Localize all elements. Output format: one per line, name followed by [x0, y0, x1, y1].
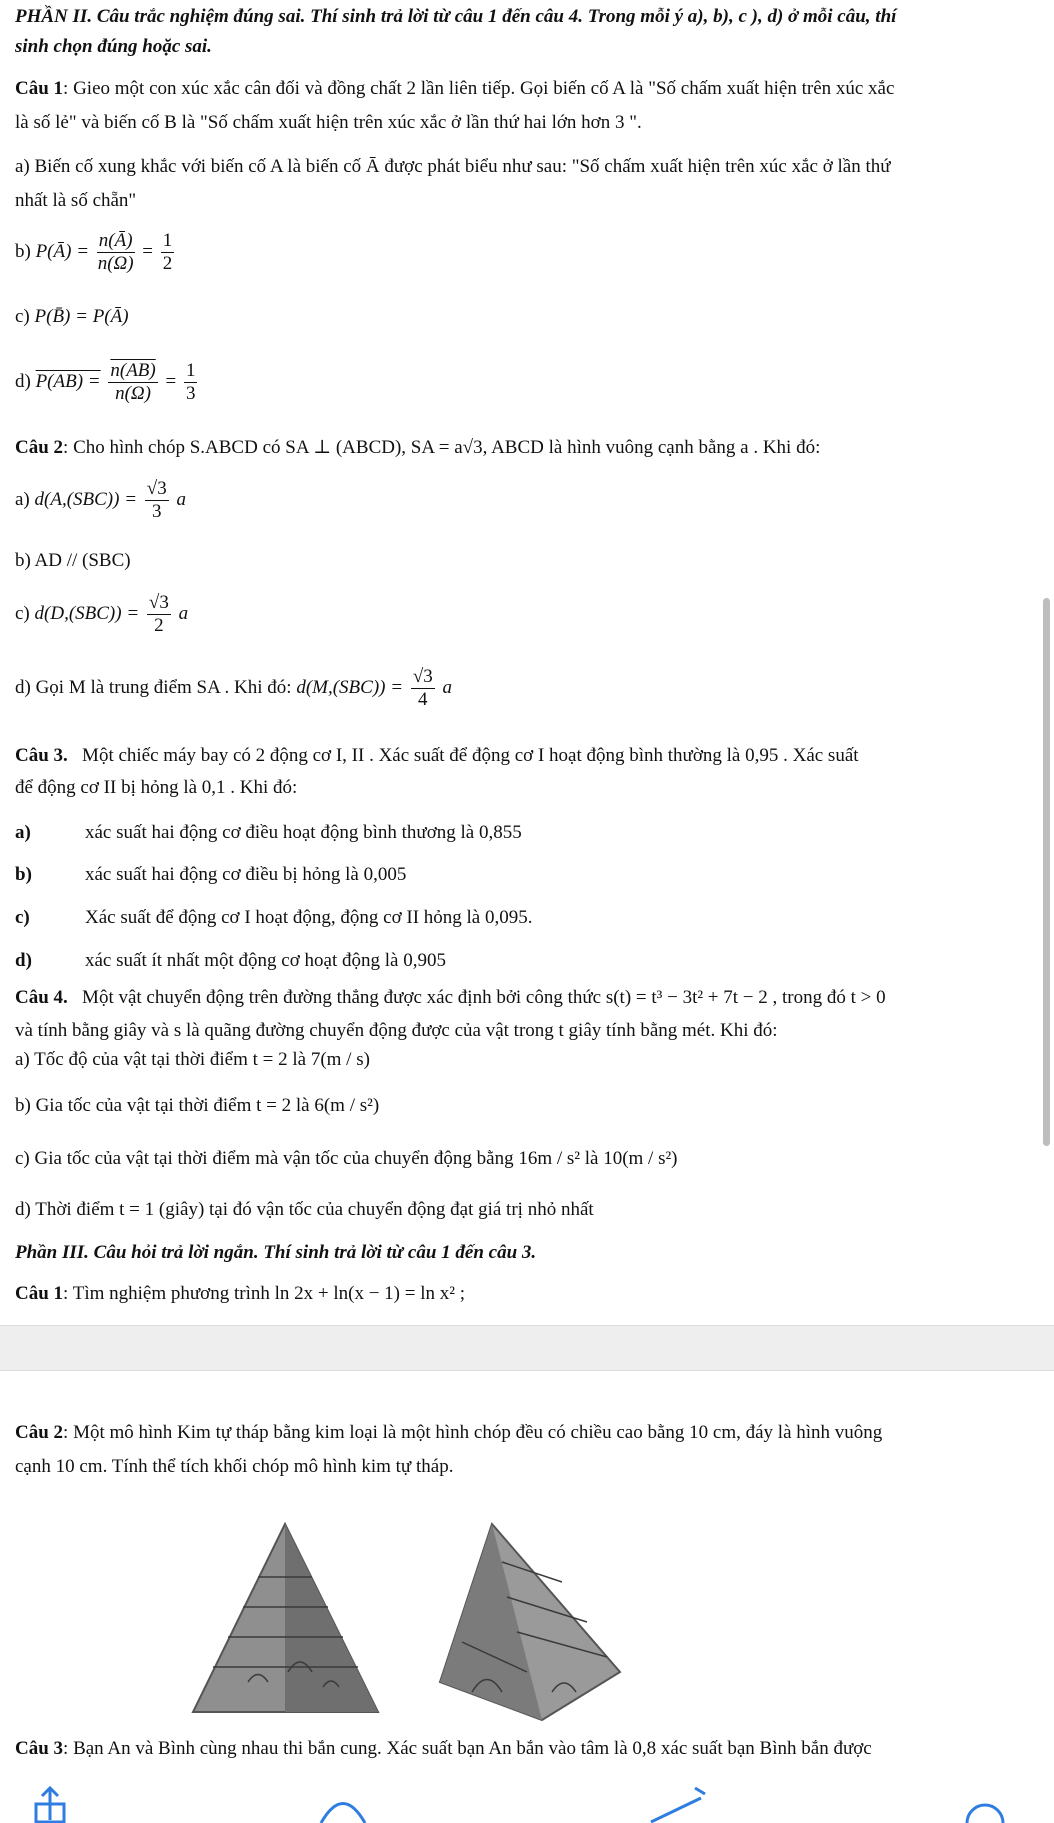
- q2-c-lhs: d(D,(SBC)) =: [34, 602, 140, 624]
- q3-b-key: b): [15, 864, 32, 885]
- q1-b-result: [161, 230, 175, 275]
- q4-text: [15, 987, 886, 1009]
- pen-icon[interactable]: [647, 1784, 707, 1823]
- q4-option-c: c) Gia tốc của vật tại thời điểm mà vận tốc của chuyển động bằng 16m / s² là 10(m / s²): [15, 1148, 678, 1169]
- q1-option-a-cont: nhất là số chẵn": [15, 190, 137, 211]
- q1-b-num: n(Ā): [98, 230, 133, 251]
- q2-a-prefix: a): [15, 488, 30, 510]
- p3-q2: [15, 1422, 882, 1444]
- q2-text: [15, 436, 820, 459]
- q1-d-den: n(Ω): [115, 383, 152, 404]
- q1-b-rden: 2: [162, 253, 173, 274]
- q4-text-body: Một vật chuyển động trên đường thẳng được xác định bởi công thức s(t) = t³ − 3t² + 7t − 2 , trong đó t > 0: [82, 987, 886, 1008]
- p3-q1-label: Câu 1: [15, 1283, 64, 1304]
- q1-d-prefix: d): [15, 370, 31, 392]
- q2-d-text: d) Gọi M là trung điểm SA . Khi đó:: [15, 676, 292, 698]
- q4-option-b: b) Gia tốc của vật tại thời điểm t = 2 là 6(m / s²): [15, 1095, 380, 1116]
- q3-b-text: xác suất hai động cơ điều bị hỏng là 0,005: [85, 864, 407, 885]
- p3-q3-text: : Bạn An và Bình cùng nhau thi bắn cung. Xác suất bạn An bắn vào tâm là 0,8 xác suất bạn Bình bắn được: [63, 1738, 872, 1759]
- p3-q1: [15, 1283, 465, 1305]
- bottom-toolbar: [0, 1776, 1054, 1823]
- q3-c-text: Xác suất để động cơ I hoạt động, động cơ II hỏng là 0,095.: [85, 907, 533, 928]
- q1-b-eq: =: [142, 240, 153, 262]
- q3-text-body: Một chiếc máy bay có 2 động cơ I, II . Xác suất để động cơ I hoạt động bình thường là 0,95 . Xác suất: [82, 745, 859, 766]
- p3-q2-cont: cạnh 10 cm. Tính thể tích khối chóp mô hình kim tự tháp.: [15, 1456, 454, 1477]
- share-icon[interactable]: [30, 1784, 70, 1823]
- q3-option-d: [15, 950, 446, 972]
- q1-c-prefix: c): [15, 306, 30, 327]
- q1-option-a: a) Biến cố xung khắc với biến cố A là biến cố Ā được phát biểu như sau: "Số chấm xuất hiện trên xúc xắc ở lần thứ: [15, 156, 891, 177]
- pyramid-image-left: [188, 1522, 383, 1722]
- q2-a-num: √3: [146, 478, 167, 499]
- q2-c-den: 2: [154, 615, 164, 636]
- p3-q2-text: : Một mô hình Kim tự tháp bằng kim loại là một hình chóp đều có chiều cao bằng 10 cm, đáy là hình vuông: [63, 1422, 883, 1443]
- q4-text2: và tính bằng giây và s là quãng đường chuyển động được của vật trong t giây tính bằng mét. Khi đó:: [15, 1020, 778, 1041]
- q1-b-lhs: P(Ā) =: [35, 240, 90, 262]
- q2-d-tail: a: [442, 676, 452, 698]
- q2-d-den: 4: [418, 689, 428, 710]
- q3-label: Câu 3.: [15, 745, 68, 766]
- q2-a-den: 3: [152, 501, 162, 522]
- q4-label: Câu 4.: [15, 987, 68, 1008]
- q2-option-d: [15, 666, 452, 711]
- pyramid-image-right: [432, 1522, 627, 1722]
- q2-option-c: [15, 592, 188, 637]
- q2-c-fraction: [147, 592, 171, 637]
- q3-option-b: [15, 864, 406, 886]
- q3-a-text: xác suất hai động cơ điều hoạt động bình thương là 0,855: [85, 822, 522, 843]
- q1-b-rnum: 1: [162, 230, 173, 251]
- q1-b-fraction: [97, 230, 135, 275]
- q1-d-result: [184, 360, 198, 405]
- q1-b-prefix: b): [15, 240, 31, 262]
- q3-d-text: xác suất ít nhất một động cơ hoạt động là 0,905: [85, 950, 446, 971]
- q1-d-rnum: 1: [185, 360, 196, 381]
- q3-text: [15, 745, 859, 767]
- part3-header: Phần III. Câu hỏi trả lời ngắn. Thí sinh trả lời từ câu 1 đến câu 3.: [15, 1242, 537, 1263]
- q4-option-d: d) Thời điểm t = 1 (giây) tại đó vận tốc của chuyển động đạt giá trị nhỏ nhất: [15, 1199, 594, 1220]
- q2-c-prefix: c): [15, 602, 30, 624]
- q1-b-den: n(Ω): [97, 253, 134, 274]
- circle-icon[interactable]: [963, 1784, 1007, 1823]
- q1-d-eq: =: [165, 370, 177, 392]
- q1-option-c: [15, 306, 129, 328]
- q1-option-d: [15, 360, 200, 405]
- q3-a-key: a): [15, 822, 31, 843]
- q3-option-c: [15, 907, 533, 929]
- p3-q3-label: Câu 3: [15, 1738, 64, 1759]
- scrollbar[interactable]: [1043, 598, 1050, 1146]
- q3-text2: để động cơ II bị hỏng là 0,1 . Khi đó:: [15, 777, 298, 798]
- q1-d-lhs: P(AB) =: [35, 370, 101, 392]
- q1-text-body: : Gieo một con xúc xắc cân đối và đồng chất 2 lần liên tiếp. Gọi biến cố A là "Số chấm xuất hiện trên xúc xắc: [63, 78, 895, 99]
- q1-text2: là số lẻ" và biến cố B là "Số chấm xuất hiện trên xúc xắc ở lần thứ hai lớn hơn 3 ".: [15, 112, 642, 133]
- q2-text-body: : Cho hình chóp S.ABCD có SA ⊥ (ABCD), SA = a√3, ABCD là hình vuông cạnh bằng a . Khi đó:: [63, 437, 821, 458]
- q2-label: Câu 2: [15, 437, 64, 458]
- q2-d-num: √3: [412, 666, 433, 687]
- p3-q3: [15, 1738, 872, 1760]
- q1-label: Câu 1: [15, 78, 64, 99]
- q2-c-tail: a: [178, 602, 189, 624]
- q1-option-b: [15, 230, 177, 275]
- p3-q2-label: Câu 2: [15, 1422, 64, 1443]
- q2-a-lhs: d(A,(SBC)) =: [34, 488, 138, 510]
- q1-c-formula: P(B̄) = P(Ā): [34, 306, 129, 327]
- q1-text: [15, 78, 894, 100]
- q3-d-key: d): [15, 950, 32, 971]
- q3-option-a: [15, 822, 522, 844]
- q2-d-lhs: d(M,(SBC)) =: [296, 676, 404, 698]
- q2-d-fraction: [411, 666, 435, 711]
- triangle-icon[interactable]: [318, 1784, 368, 1823]
- q2-a-tail: a: [176, 488, 186, 510]
- q1-d-rden: 3: [185, 383, 196, 404]
- q1-d-num: n(AB): [110, 360, 156, 381]
- p3-q1-text: : Tìm nghiệm phương trình ln 2x + ln(x − 1) = ln x² ;: [63, 1283, 465, 1304]
- q4-option-a: a) Tốc độ của vật tại thời điểm t = 2 là 7(m / s): [15, 1049, 370, 1070]
- page-separator: [0, 1325, 1054, 1371]
- part2-header-cont: sinh chọn đúng hoặc sai.: [15, 36, 212, 57]
- q2-a-fraction: [145, 478, 169, 523]
- q2-option-b: b) AD // (SBC): [15, 550, 131, 571]
- q3-c-key: c): [15, 907, 30, 928]
- q1-d-fraction: [108, 360, 157, 405]
- part2-header: PHẦN II. Câu trắc nghiệm đúng sai. Thí sinh trả lời từ câu 1 đến câu 4. Trong mỗi ý a), b), c ), d) ở mỗi câu, thí: [15, 6, 897, 27]
- q2-option-a: [15, 478, 186, 523]
- q2-c-num: √3: [148, 592, 169, 613]
